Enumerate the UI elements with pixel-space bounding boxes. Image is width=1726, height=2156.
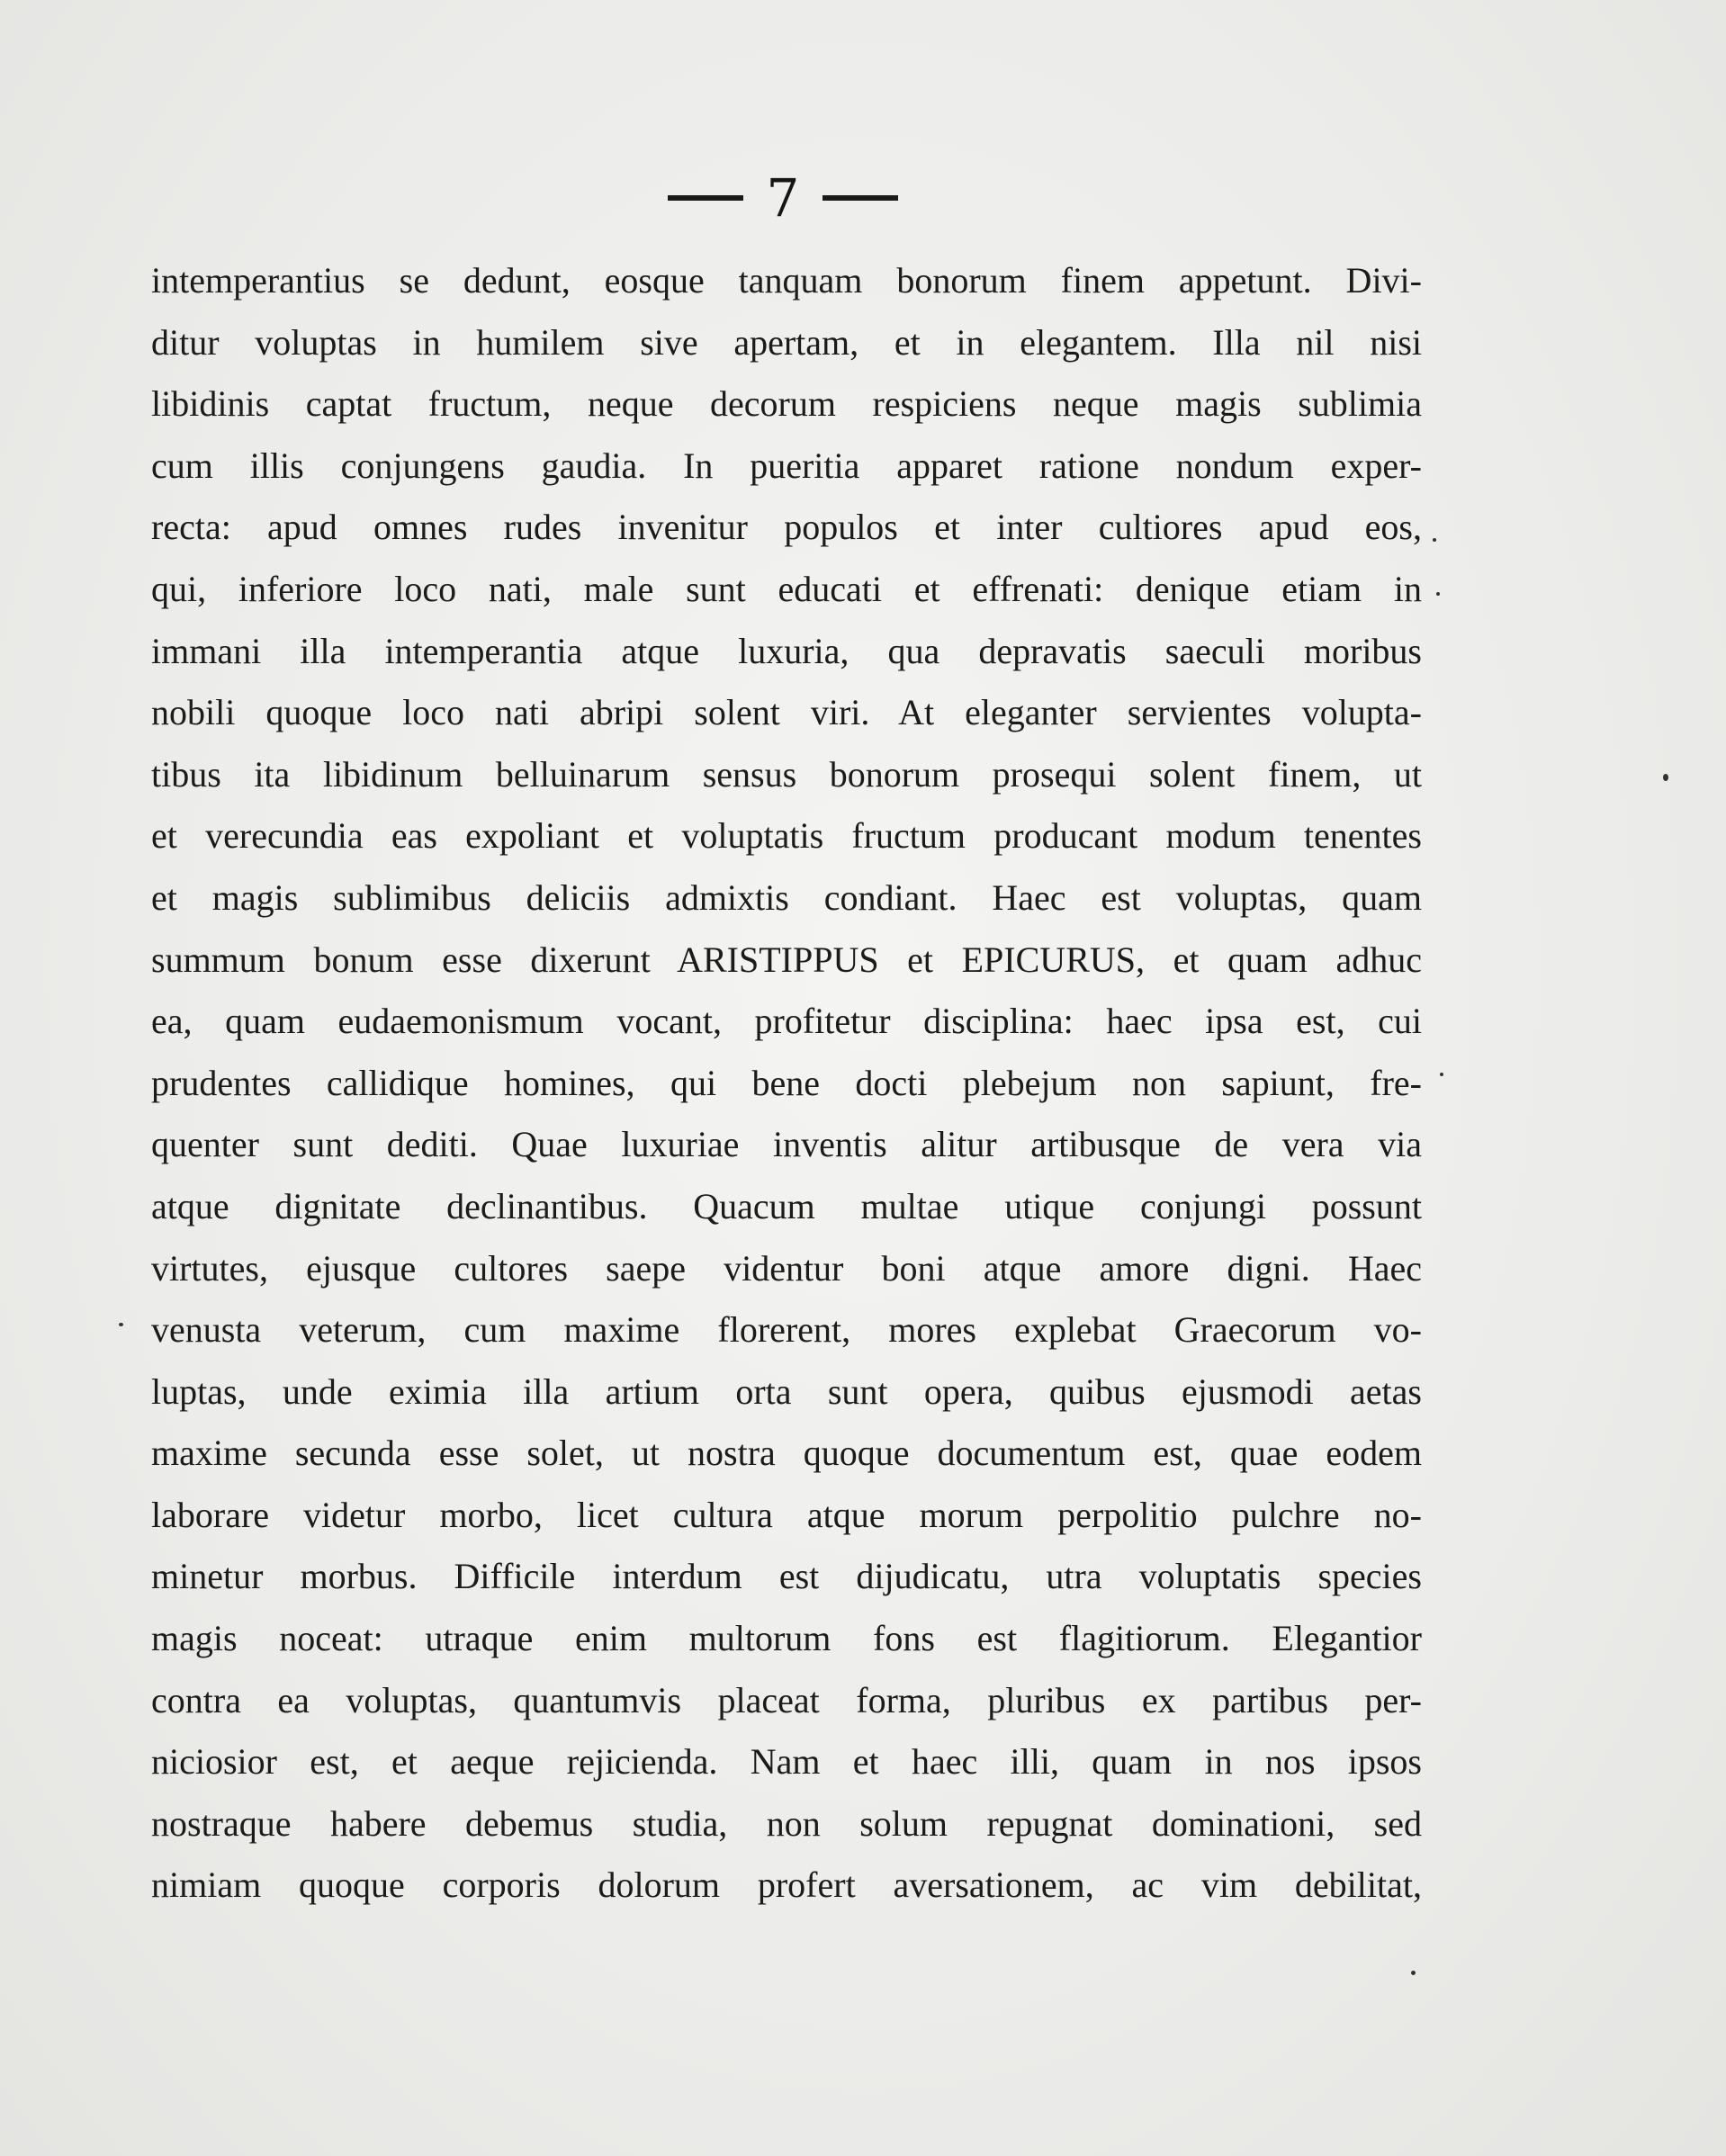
text-line: nostraque habere debemus studia, non solum repugnat dominationi, sed	[151, 1802, 1422, 1844]
text-line: immani illa intemperantia atque luxuria, qua depravatis saeculi moribus	[151, 630, 1422, 671]
text-line: nimiam quoque corporis dolorum profert aversationem, ac vim debilitat,	[151, 1864, 1422, 1906]
text-line: minetur morbus. Difficile interdum est dijudicatu, utra voluptatis species	[151, 1556, 1422, 1597]
left-dash-ornament	[668, 195, 743, 201]
paper-speck	[1440, 1073, 1443, 1076]
text-line: prudentes callidique homines, qui bene docti plebejum non sapiunt, fre-	[151, 1062, 1422, 1103]
text-line: contra ea voluptas, quantumvis placeat forma, pluribus ex partibus per-	[151, 1679, 1422, 1720]
body-paragraph	[151, 250, 1422, 1917]
paper-speck	[119, 1323, 123, 1326]
text-line: niciosior est, et aeque rejicienda. Nam et haec illi, quam in nos ipsos	[151, 1741, 1422, 1783]
text-line: quenter sunt dediti. Quae luxuriae inventis alitur artibusque de vera via	[151, 1124, 1422, 1165]
page-number: 7	[766, 167, 800, 229]
text-line: cum illis conjungens gaudia. In pueritia apparet ratione nondum exper-	[151, 445, 1422, 486]
text-line: qui, inferiore loco nati, male sunt educati et effrenati: denique etiam in	[151, 568, 1422, 609]
paper-speck	[1663, 774, 1668, 781]
text-line: et verecundia eas expoliant et voluptatis fructum producant modum tenentes	[151, 815, 1422, 857]
text-line: recta: apud omnes rudes invenitur populos et inter cultiores apud eos,	[151, 507, 1422, 548]
text-line: laborare videtur morbo, licet cultura atque morum perpolitio pulchre no-	[151, 1494, 1422, 1535]
right-dash-ornament	[823, 195, 898, 201]
paper-speck	[1436, 592, 1440, 596]
text-line: virtutes, ejusque cultores saepe videntur boni atque amore digni. Haec	[151, 1247, 1422, 1289]
text-line: luptas, unde eximia illa artium orta sunt opera, quibus ejusmodi aetas	[151, 1370, 1422, 1412]
text-line: intemperantius se dedunt, eosque tanquam bonorum finem appetunt. Divi-	[151, 260, 1422, 301]
text-line: magis noceat: utraque enim multorum fons est flagitiorum. Elegantior	[151, 1618, 1422, 1659]
text-line: venusta veterum, cum maxime florerent, mores explebat Graecorum vo-	[151, 1309, 1422, 1351]
paper-speck	[1433, 538, 1436, 542]
paper-speck	[1411, 1971, 1416, 1975]
text-line: ditur voluptas in humilem sive apertam, et in elegantem. Illa nil nisi	[151, 321, 1422, 363]
text-line: nobili quoque loco nati abripi solent viri. At eleganter servientes volupta-	[151, 692, 1422, 733]
text-line: ea, quam eudaemonismum vocant, profitetur disciplina: haec ipsa est, cui	[151, 1001, 1422, 1042]
text-line: atque dignitate declinantibus. Quacum multae utique conjungi possunt	[151, 1185, 1422, 1226]
text-line: summum bonum esse dixerunt ARISTIPPUS et EPICURUS, et quam adhuc	[151, 939, 1422, 980]
text-line: tibus ita libidinum belluinarum sensus bonorum prosequi solent finem, ut	[151, 753, 1422, 795]
text-line: libidinis captat fructum, neque decorum respiciens neque magis sublimia	[151, 383, 1422, 425]
text-line: maxime secunda esse solet, ut nostra quoque documentum est, quae eodem	[151, 1433, 1422, 1474]
text-line: et magis sublimibus deliciis admixtis condiant. Haec est voluptas, quam	[151, 876, 1422, 918]
page-number-header	[648, 162, 918, 234]
